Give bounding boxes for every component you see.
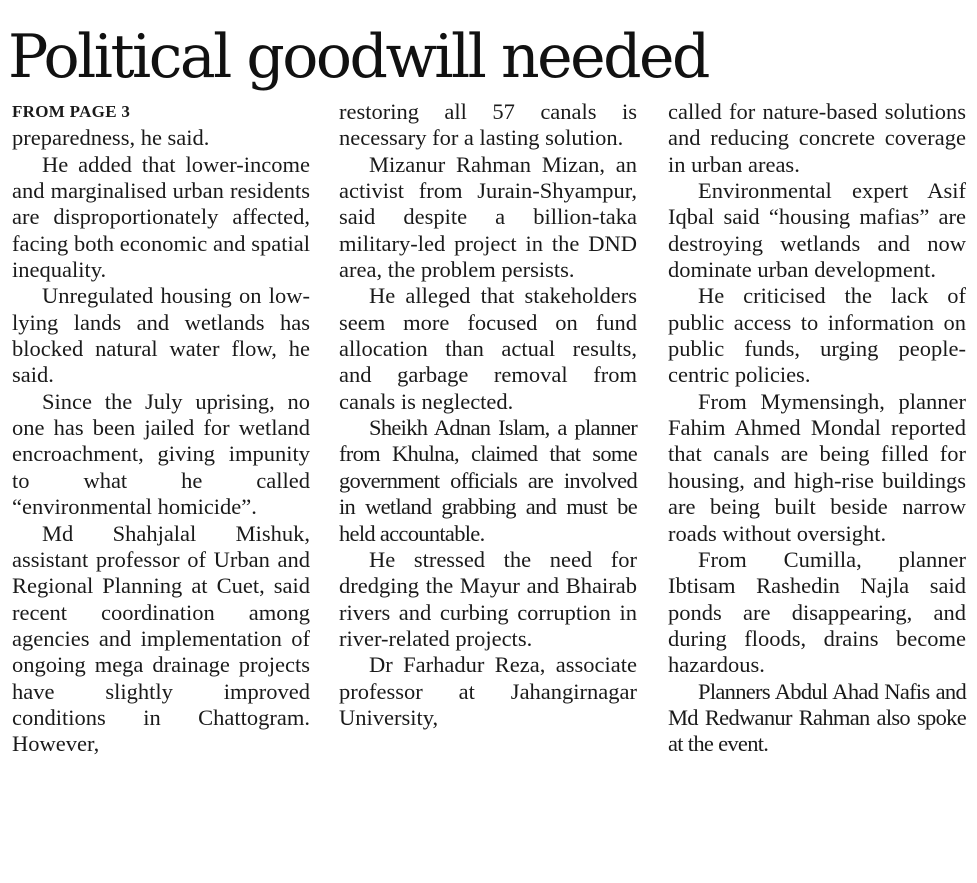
paragraph: Dr Farhadur Reza, associate professor at Jahangirnagar University, <box>339 652 637 730</box>
continuation-kicker: FROM PAGE 3 <box>12 102 131 121</box>
paragraph: Planners Abdul Ahad Nafis and Md Redwanur Rahman also spoke at the event. <box>668 678 966 757</box>
paragraph: called for nature-based solutions and reducing concrete coverage in urban areas. <box>668 99 966 177</box>
paragraph: He alleged that stakeholders seem more focused on fund allocation than actual results, and garbage removal from canals is neglected. <box>339 283 637 414</box>
headline: Political goodwill needed <box>8 22 708 92</box>
article-column-1 <box>12 99 310 758</box>
paragraph: From Mymensingh, planner Fahim Ahmed Mondal reported that canals are being filled for housing, and high-rise buildings are being built beside narrow roads without oversight. <box>668 388 966 546</box>
paragraph: Md Shahjalal Mishuk, assistant professor of Urban and Regional Planning at Cuet, said recent coordination among agencies and implementation of ongoing mega drainage projects have slightly improved conditions in Chattogram. However, <box>12 520 310 757</box>
paragraph: Environmental expert Asif Iqbal said “housing mafias” are destroying wetlands and now dominate urban development. <box>668 178 966 283</box>
paragraph: preparedness, he said. <box>12 125 210 151</box>
article-column-2 <box>339 99 637 731</box>
paragraph: He criticised the lack of public access to information on public funds, urging people-centric policies. <box>668 283 966 388</box>
paragraph: Sheikh Adnan Islam, a planner from Khulna, claimed that some government officials are involved in wetland grabbing and must be held accountable. <box>339 415 637 546</box>
paragraph: He stressed the need for dredging the Mayur and Bhairab rivers and curbing corruption in river-related projects. <box>339 546 637 651</box>
paragraph: From Cumilla, planner Ibtisam Rashedin Najla said ponds are disappearing, and during floods, drains become hazardous. <box>668 546 966 678</box>
paragraph: Since the July uprising, no one has been jailed for wetland encroachment, giving impunity to what he called “environmental homicide”. <box>12 388 310 520</box>
paragraph: He added that lower-income and marginalised urban residents are disproportionately affected, facing both economic and spatial inequality. <box>12 151 310 283</box>
article-column-3 <box>668 99 966 758</box>
paragraph: restoring all 57 canals is necessary for a lasting solution. <box>339 99 637 151</box>
paragraph: Unregulated housing on low-lying lands and wetlands has blocked natural water flow, he said. <box>12 283 310 388</box>
paragraph: Mizanur Rahman Mizan, an activist from Jurain-Shyampur, said despite a billion-taka military-led project in the DND area, the problem persists. <box>339 151 637 283</box>
